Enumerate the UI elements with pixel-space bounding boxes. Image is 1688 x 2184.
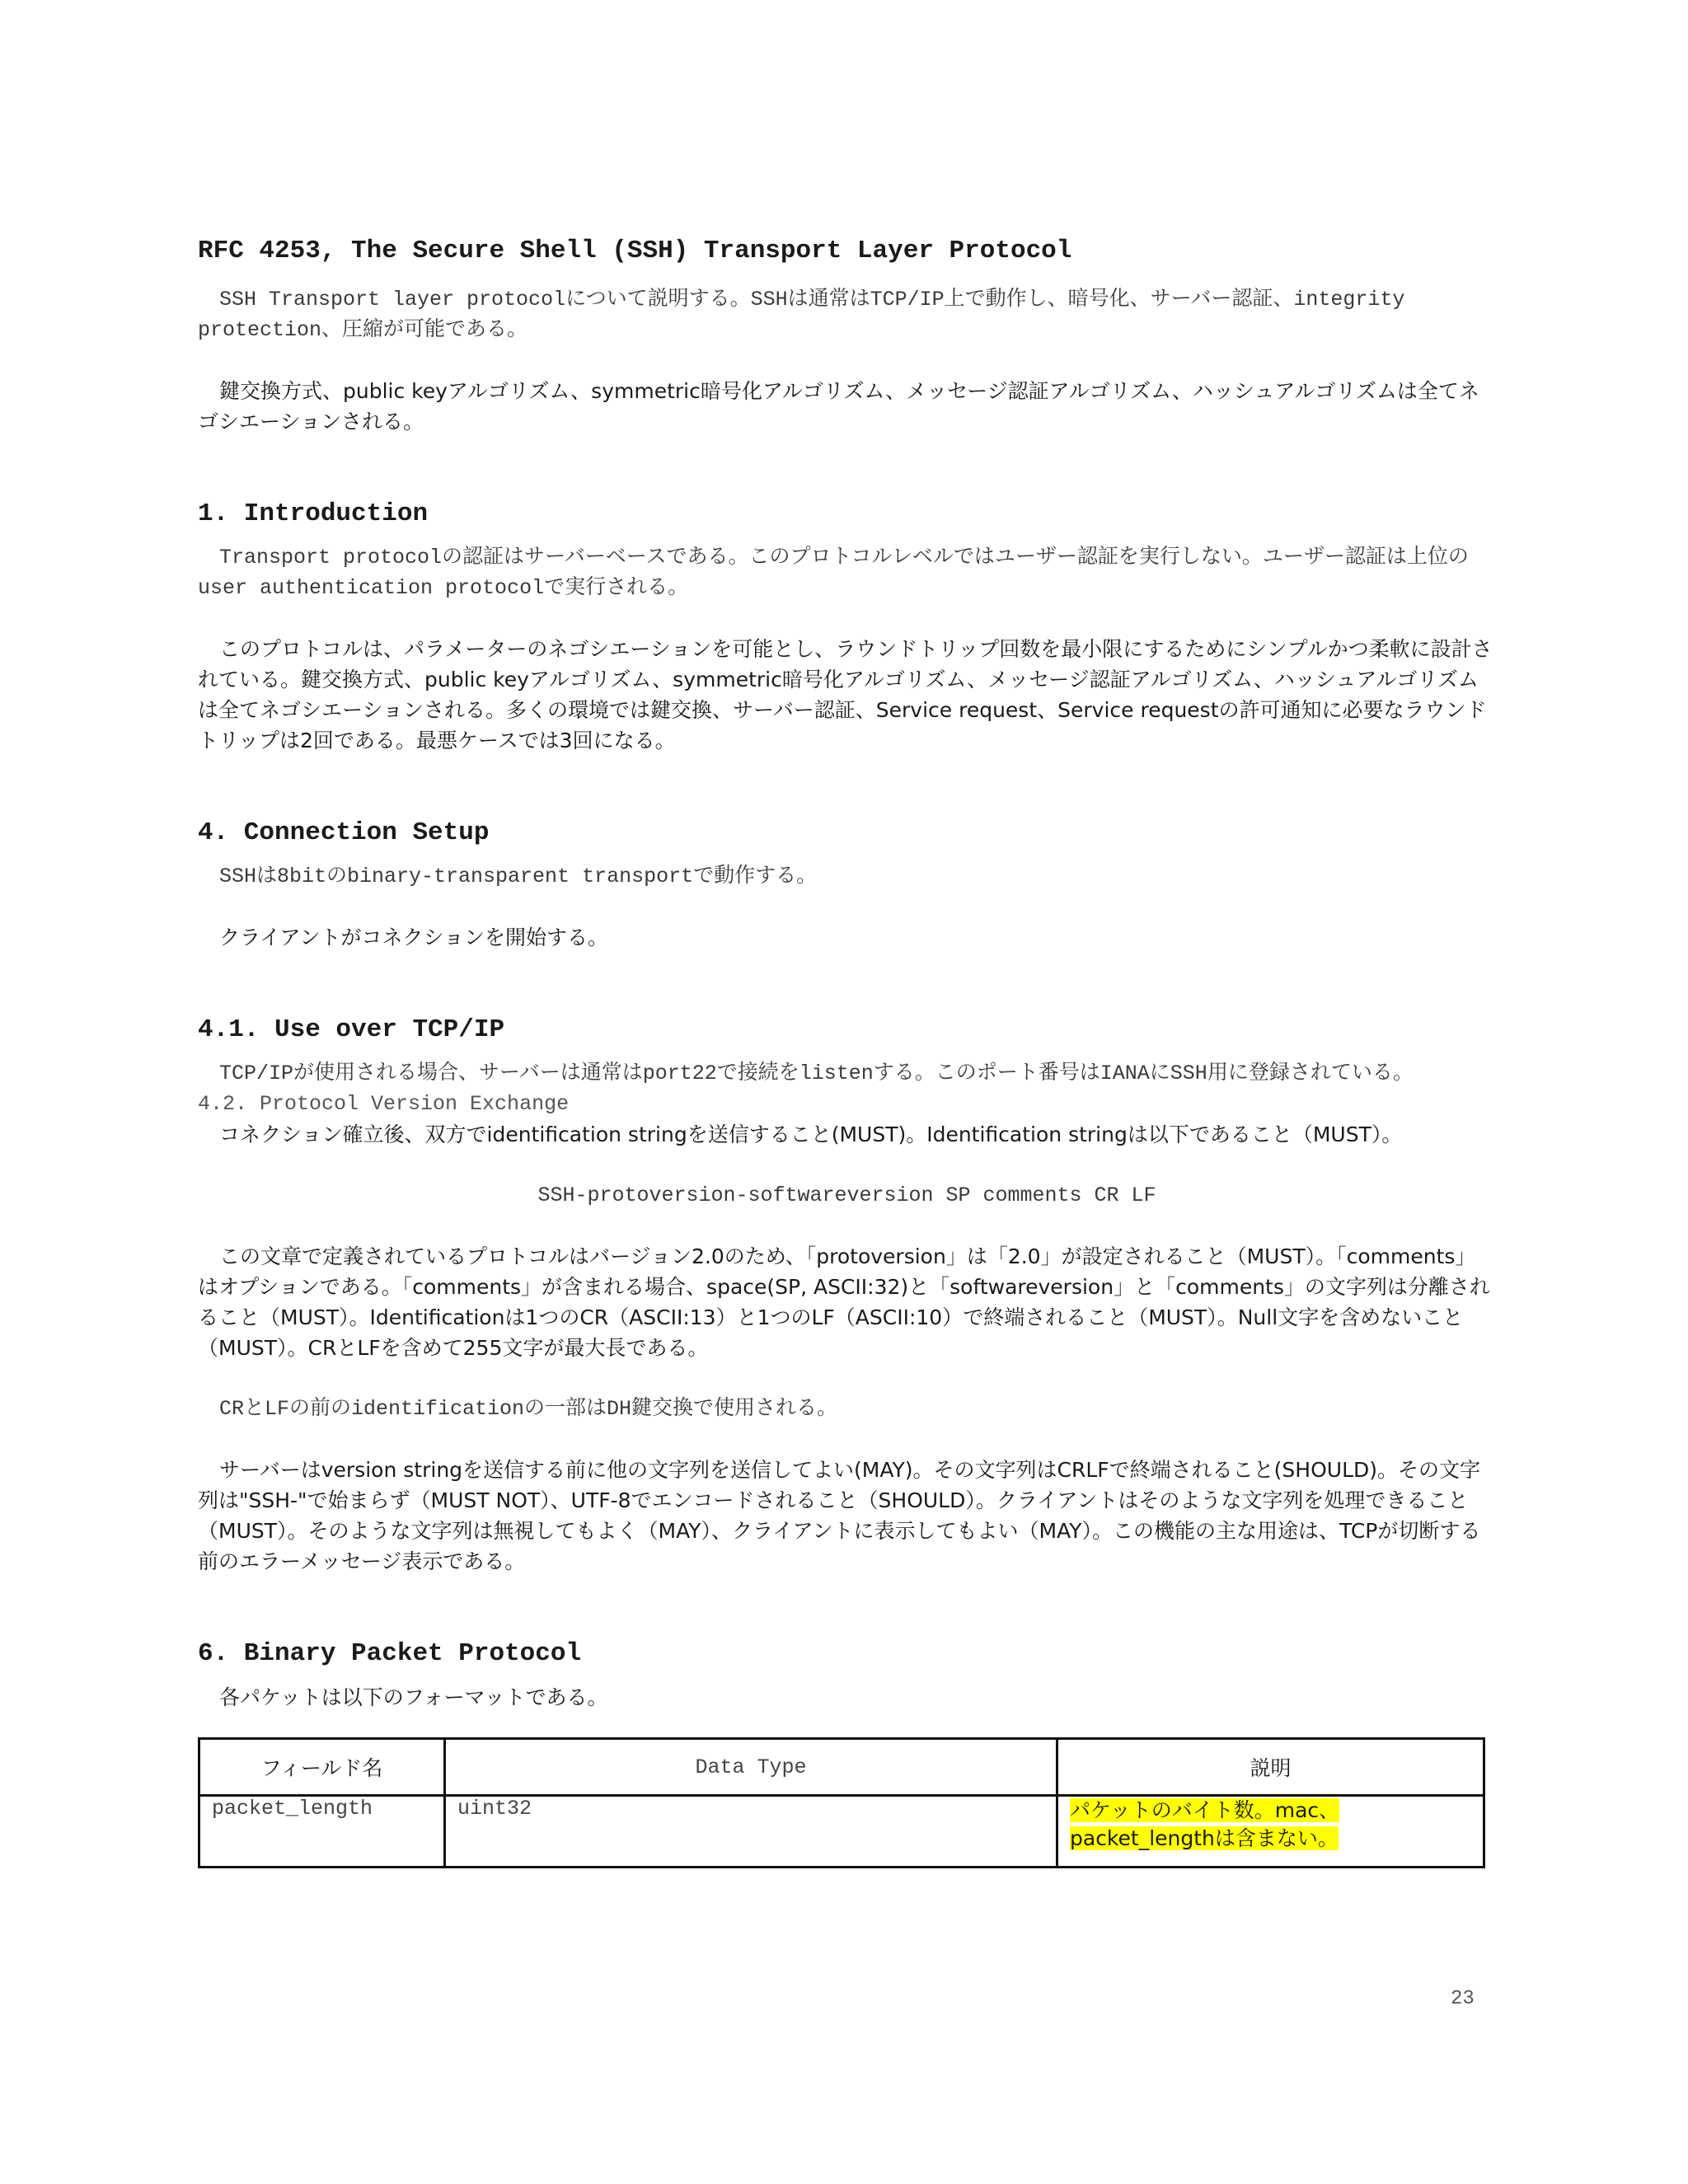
version-exchange-paragraph-2: この文章で定義されているプロトコルはバージョン2.0のため、「protoversion」は「2.0」が設定されること（MUST）。「comments」はオプションである。「comments」が含まれる場合、space(SP, ASCII:32)と「softwareversion」と「comments」の文字列は分離されること（MUST）。Identificationは1つのCR（ASCII:13）と1つのLF（ASCII:10）で終端されること（MUST）。Null文字を含めないこと（MUST）。CRとLFを含めて255文字が最大長である。 xyxy=(198,1244,1490,1360)
introduction-paragraph-2: このプロトコルは、パラメーターのネゴシエーションを可能とし、ラウンドトリップ回数を最小限にするためにシンプルかつ柔軟に設計されている。鍵交換方式、public keyアルゴリズム、symmetric暗号化アルゴリズム、メッセージ認証アルゴリズム、ハッシュアルゴリズムは全てネゴシエーションされる。多くの環境では鍵交換、サーバー認証、Service request、Service requestの許可通知に必要なラウンドトリップは2回である。最悪ケースでは3回になる。 xyxy=(198,637,1493,752)
cell-field-name: packet_length xyxy=(199,1796,445,1868)
section-heading-introduction: 1. Introduction xyxy=(198,499,429,528)
section-heading-binary-packet: 6. Binary Packet Protocol xyxy=(198,1639,582,1668)
table-header-row xyxy=(199,1739,1484,1796)
connection-setup-paragraph-2: クライアントがコネクションを開始する。 xyxy=(219,926,609,949)
binary-packet-paragraph: 各パケットは以下のフォーマットである。 xyxy=(219,1685,608,1709)
introduction-paragraph-1: Transport protocolの認証はサーバーベースである。このプロトコルレベルではユーザー認証を実行しない。ユーザー認証は上位のuser authentication protocolで実行される。 xyxy=(198,546,1469,600)
intro-paragraph-2: 鍵交換方式、public keyアルゴリズム、symmetric暗号化アルゴリズム、メッセージ認証アルゴリズム、ハッシュアルゴリズムは全てネゴシエーションされる。 xyxy=(198,379,1479,434)
page-content xyxy=(198,235,1496,1868)
header-data-type: Data Type xyxy=(445,1739,1057,1796)
version-exchange-paragraph-3: CRとLFの前のidentificationの一部はDH鍵交換で使用される。 xyxy=(219,1397,838,1421)
cell-data-type: uint32 xyxy=(445,1796,1057,1868)
header-description: 説明 xyxy=(1057,1739,1484,1796)
connection-setup-paragraph-1: SSHは8bitのbinary-transparent transportで動作する。 xyxy=(219,865,818,888)
table-row xyxy=(199,1796,1484,1868)
document-title: RFC 4253, The Secure Shell (SSH) Transport Layer Protocol xyxy=(198,237,1072,265)
header-field-name: フィールド名 xyxy=(199,1739,445,1796)
version-exchange-paragraph-1: コネクション確立後、双方でidentification stringを送信すること(MUST)。Identification stringは以下であること（MUST）。 xyxy=(219,1122,1403,1146)
page-number: 23 xyxy=(1451,1988,1475,2010)
intro-paragraph-1: SSH Transport layer protocolについて説明する。SSHは通常はTCP/IP上で動作し、暗号化、サーバー認証、integrity protection、圧縮が可能である。 xyxy=(198,288,1405,342)
packet-format-table xyxy=(198,1737,1485,1868)
highlighted-description: パケットのバイト数。mac、packet_lengthは含まない。 xyxy=(1070,1798,1340,1850)
cell-description xyxy=(1057,1796,1484,1868)
section-heading-tcp-ip: 4.1. Use over TCP/IP xyxy=(198,1015,505,1044)
subsection-heading-version-exchange: 4.2. Protocol Version Exchange xyxy=(198,1092,570,1116)
identification-format-line: SSH-protoversion-softwareversion SP comments CR LF xyxy=(537,1183,1156,1207)
tcp-ip-paragraph: TCP/IPが使用される場合、サーバーは通常はport22で接続をlistenする。このポート番号はIANAにSSH用に登録されている。 xyxy=(219,1062,1414,1085)
version-exchange-paragraph-4: サーバーはversion stringを送信する前に他の文字列を送信してよい(MAY)。その文字列はCRLFで終端されること(SHOULD)。その文字列は"SSH-"で始まらず（MUST NOT）、UTF-8でエンコードされること（SHOULD）。クライアントはそのような文字列を処理できること（MUST）。そのような文字列は無視してもよく（MAY）、クライアントに表示してもよい（MAY）。この機能の主な用途は、TCPが切断する前のエラーメッセージ表示である。 xyxy=(198,1458,1481,1573)
section-heading-connection-setup: 4. Connection Setup xyxy=(198,818,490,847)
